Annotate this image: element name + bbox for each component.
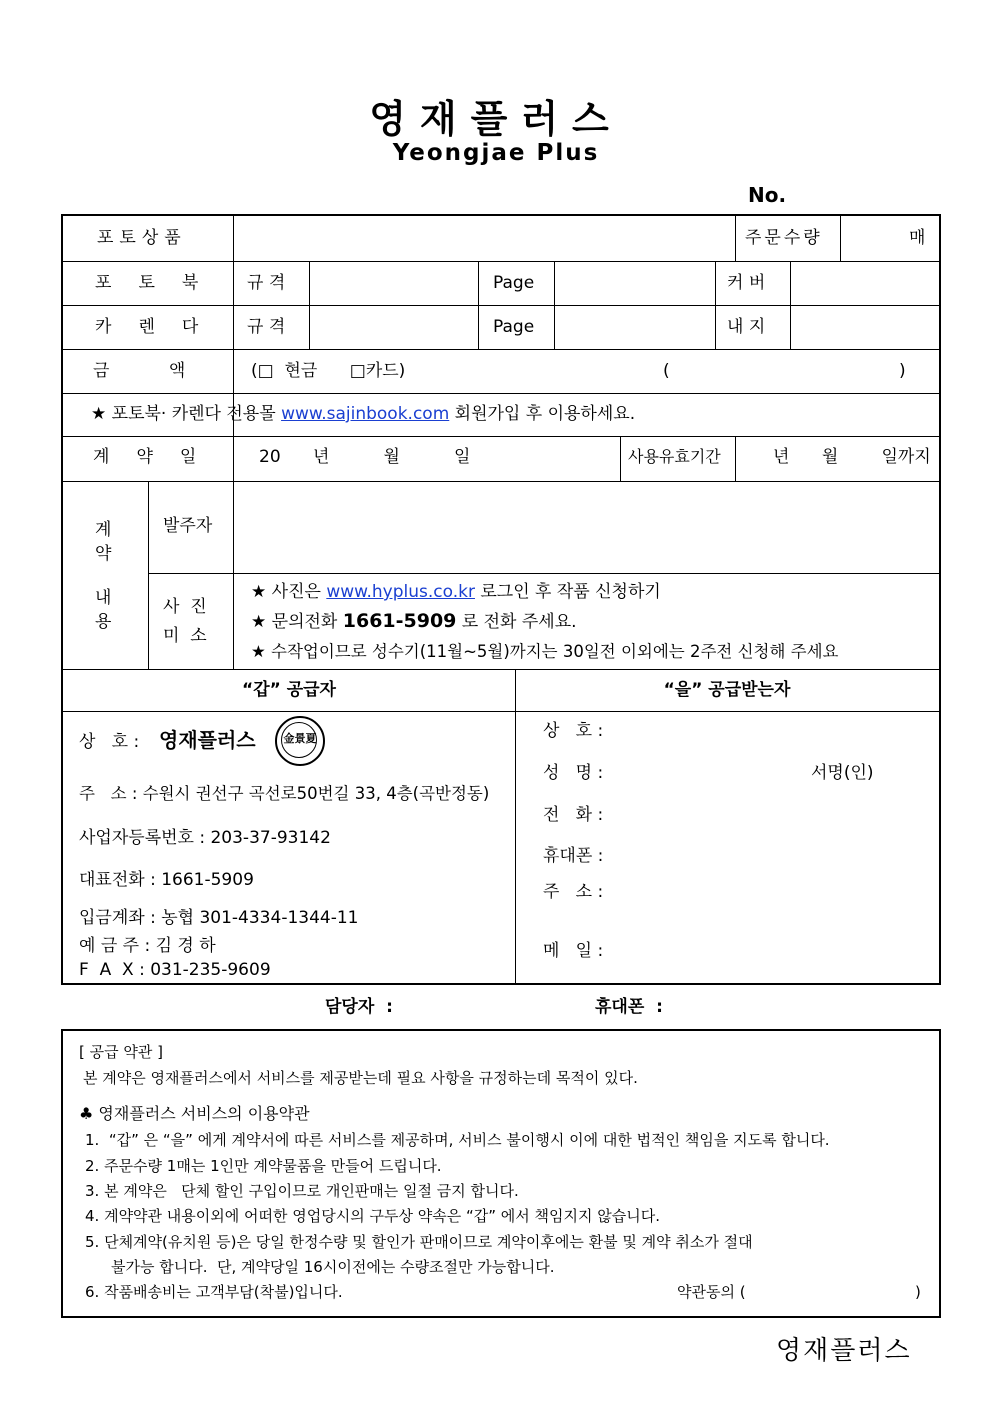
receiver-mobile-label: 휴대폰 : [543,846,604,866]
photobook-label: 포 토 북 [95,273,199,293]
photo-send-label-2: 미 소 [163,626,207,646]
supplier-name: 영재플러스 [159,728,256,752]
terms-item-1: 1. “갑” 은 “을” 에게 계약서에 따른 서비스를 제공하며, 서비스 불이행시 이에 대한 법적인 책임을 지도록 합니다. [85,1131,830,1149]
page-title: 영재플러스 [369,97,623,141]
company-seal: 金景夏 [275,716,325,766]
orderer-label: 발주자 [163,516,213,536]
terms-item-5-cont: 불가능 합니다. 단, 계약당일 16시이전에는 수량조절만 가능합니다. [111,1258,555,1276]
supplier-fax: F A X : 031-235-9609 [79,960,271,980]
receiver-address-label: 주 소 : [543,882,604,902]
terms-item-3: 3. 본 계약은 단체 할인 구입이므로 개인판매는 일절 금지 합니다. [85,1182,519,1200]
terms-club-title: ♣ 영재플러스 서비스의 이용약관 [79,1104,310,1123]
contract-date-value[interactable]: 20 년 월 일 [259,447,471,467]
supplier-biz-no: 사업자등록번호 : 203-37-93142 [79,828,331,848]
receiver-email-label: 메 일 : [543,941,604,961]
order-table [61,214,941,985]
notice-line [91,406,635,423]
supplier-account: 입금계좌 : 농협 301-4334-1344-11 [79,908,359,928]
note-1-text: ★ 사진은 [251,582,327,602]
valid-period-value[interactable]: 년 월 일까지 [773,447,931,467]
note-1 [251,584,661,601]
cover-label: 커 버 [727,273,766,293]
contract-content-char-4: 용 [95,612,112,632]
supplier-phone: 대표전화 : 1661-5909 [79,870,254,890]
contract-content-char-2: 약 [95,544,112,564]
note-2-text: ★ 문의전화 [251,612,343,632]
receiver-person-label: 성 명 : [543,763,604,783]
photo-send-label-1: 사 진 [163,597,207,617]
terms-item-4: 4. 계약약관 내용이외에 어떠한 영업당시의 구두상 약속은 “갑” 에서 책임지지 않습니다. [85,1207,660,1225]
footer-logo: 영재플러스 [776,1336,912,1366]
calendar-spec-label: 규 격 [247,317,286,337]
qty-unit: 매 [909,228,926,248]
notice-text: ★ 포토북· 카렌다 전용몰 [91,404,282,424]
terms-agree-close: ) [915,1283,921,1301]
contract-content-char-1: 계 [95,520,112,540]
supplier-header: “갑” 공급자 [242,680,336,700]
note-1-suffix: 로그인 후 작품 신청하기 [474,582,661,602]
terms-heading: [ 공급 약관 ] [79,1043,163,1061]
receiver-phone-label: 전 화 : [543,805,604,825]
amount-paren-close: ) [899,361,906,381]
amount-label: 금 액 [93,361,186,381]
page-subtitle: Yeongjae Plus [392,140,600,166]
photo-product-field[interactable] [243,224,729,254]
contract-content-char-3: 내 [95,588,112,608]
receiver-name-label: 상 호 : [543,721,604,741]
hyplus-link[interactable]: www.hyplus.co.kr [326,582,475,602]
contract-date-label: 계 약 일 [93,447,197,467]
receiver-header: “을” 공급받는자 [663,680,791,700]
manager-mobile-label: 휴대폰 : [595,997,663,1017]
terms-box [61,1029,941,1318]
inquiry-phone: 1661-5909 [342,610,457,632]
terms-agree-label[interactable]: 약관동의 ( [677,1283,746,1301]
order-number-label: No. [748,183,787,207]
terms-item-2: 2. 주문수량 1매는 1인만 계약물품을 만들어 드립니다. [85,1157,442,1175]
payment-method[interactable]: (□ 현금 □카드) [251,361,406,381]
photobook-page-label: Page [493,273,535,293]
calendar-page-label: Page [493,317,535,337]
orderer-field[interactable] [243,491,933,566]
terms-item-5: 5. 단체계약(유치원 등)은 당일 한정수량 및 할인가 판매이므로 계약이후에는 환불 및 계약 취소가 절대 [85,1233,753,1251]
inner-page-label: 내 지 [727,317,766,337]
terms-intro: 본 계약은 영재플러스에서 서비스를 제공받는데 필요 사항을 규정하는데 목적이 있다. [83,1069,638,1087]
sajinbook-link[interactable]: www.sajinbook.com [281,404,450,424]
valid-period-label: 사용유효기간 [628,447,721,466]
signature-label: 서명(인) [811,763,874,783]
notice-suffix: 회원가입 후 이용하세요. [449,404,636,424]
note-3: ★ 수작업이므로 성수기(11월~5월)까지는 30일전 이외에는 2주전 신청해 주세요 [251,642,839,661]
note-2-suffix: 로 전화 주세요. [456,612,577,632]
order-qty-label: 주문수량 [745,228,823,248]
supplier-name-label: 상 호 : [79,732,140,752]
manager-label: 담당자 : [325,997,393,1017]
amount-paren-open: ( [663,361,670,381]
terms-item-6: 6. 작품배송비는 고객부담(착불)입니다. [85,1283,343,1301]
photo-product-label: 포토상품 [97,228,187,248]
calendar-label: 카 렌 다 [95,317,199,337]
note-2 [251,612,577,631]
photobook-spec-label: 규 격 [247,273,286,293]
supplier-address: 주 소 : 수원시 권선구 곡선로50번길 33, 4층(곡반정동) [79,784,490,803]
supplier-holder: 예 금 주 : 김 경 하 [79,936,216,956]
